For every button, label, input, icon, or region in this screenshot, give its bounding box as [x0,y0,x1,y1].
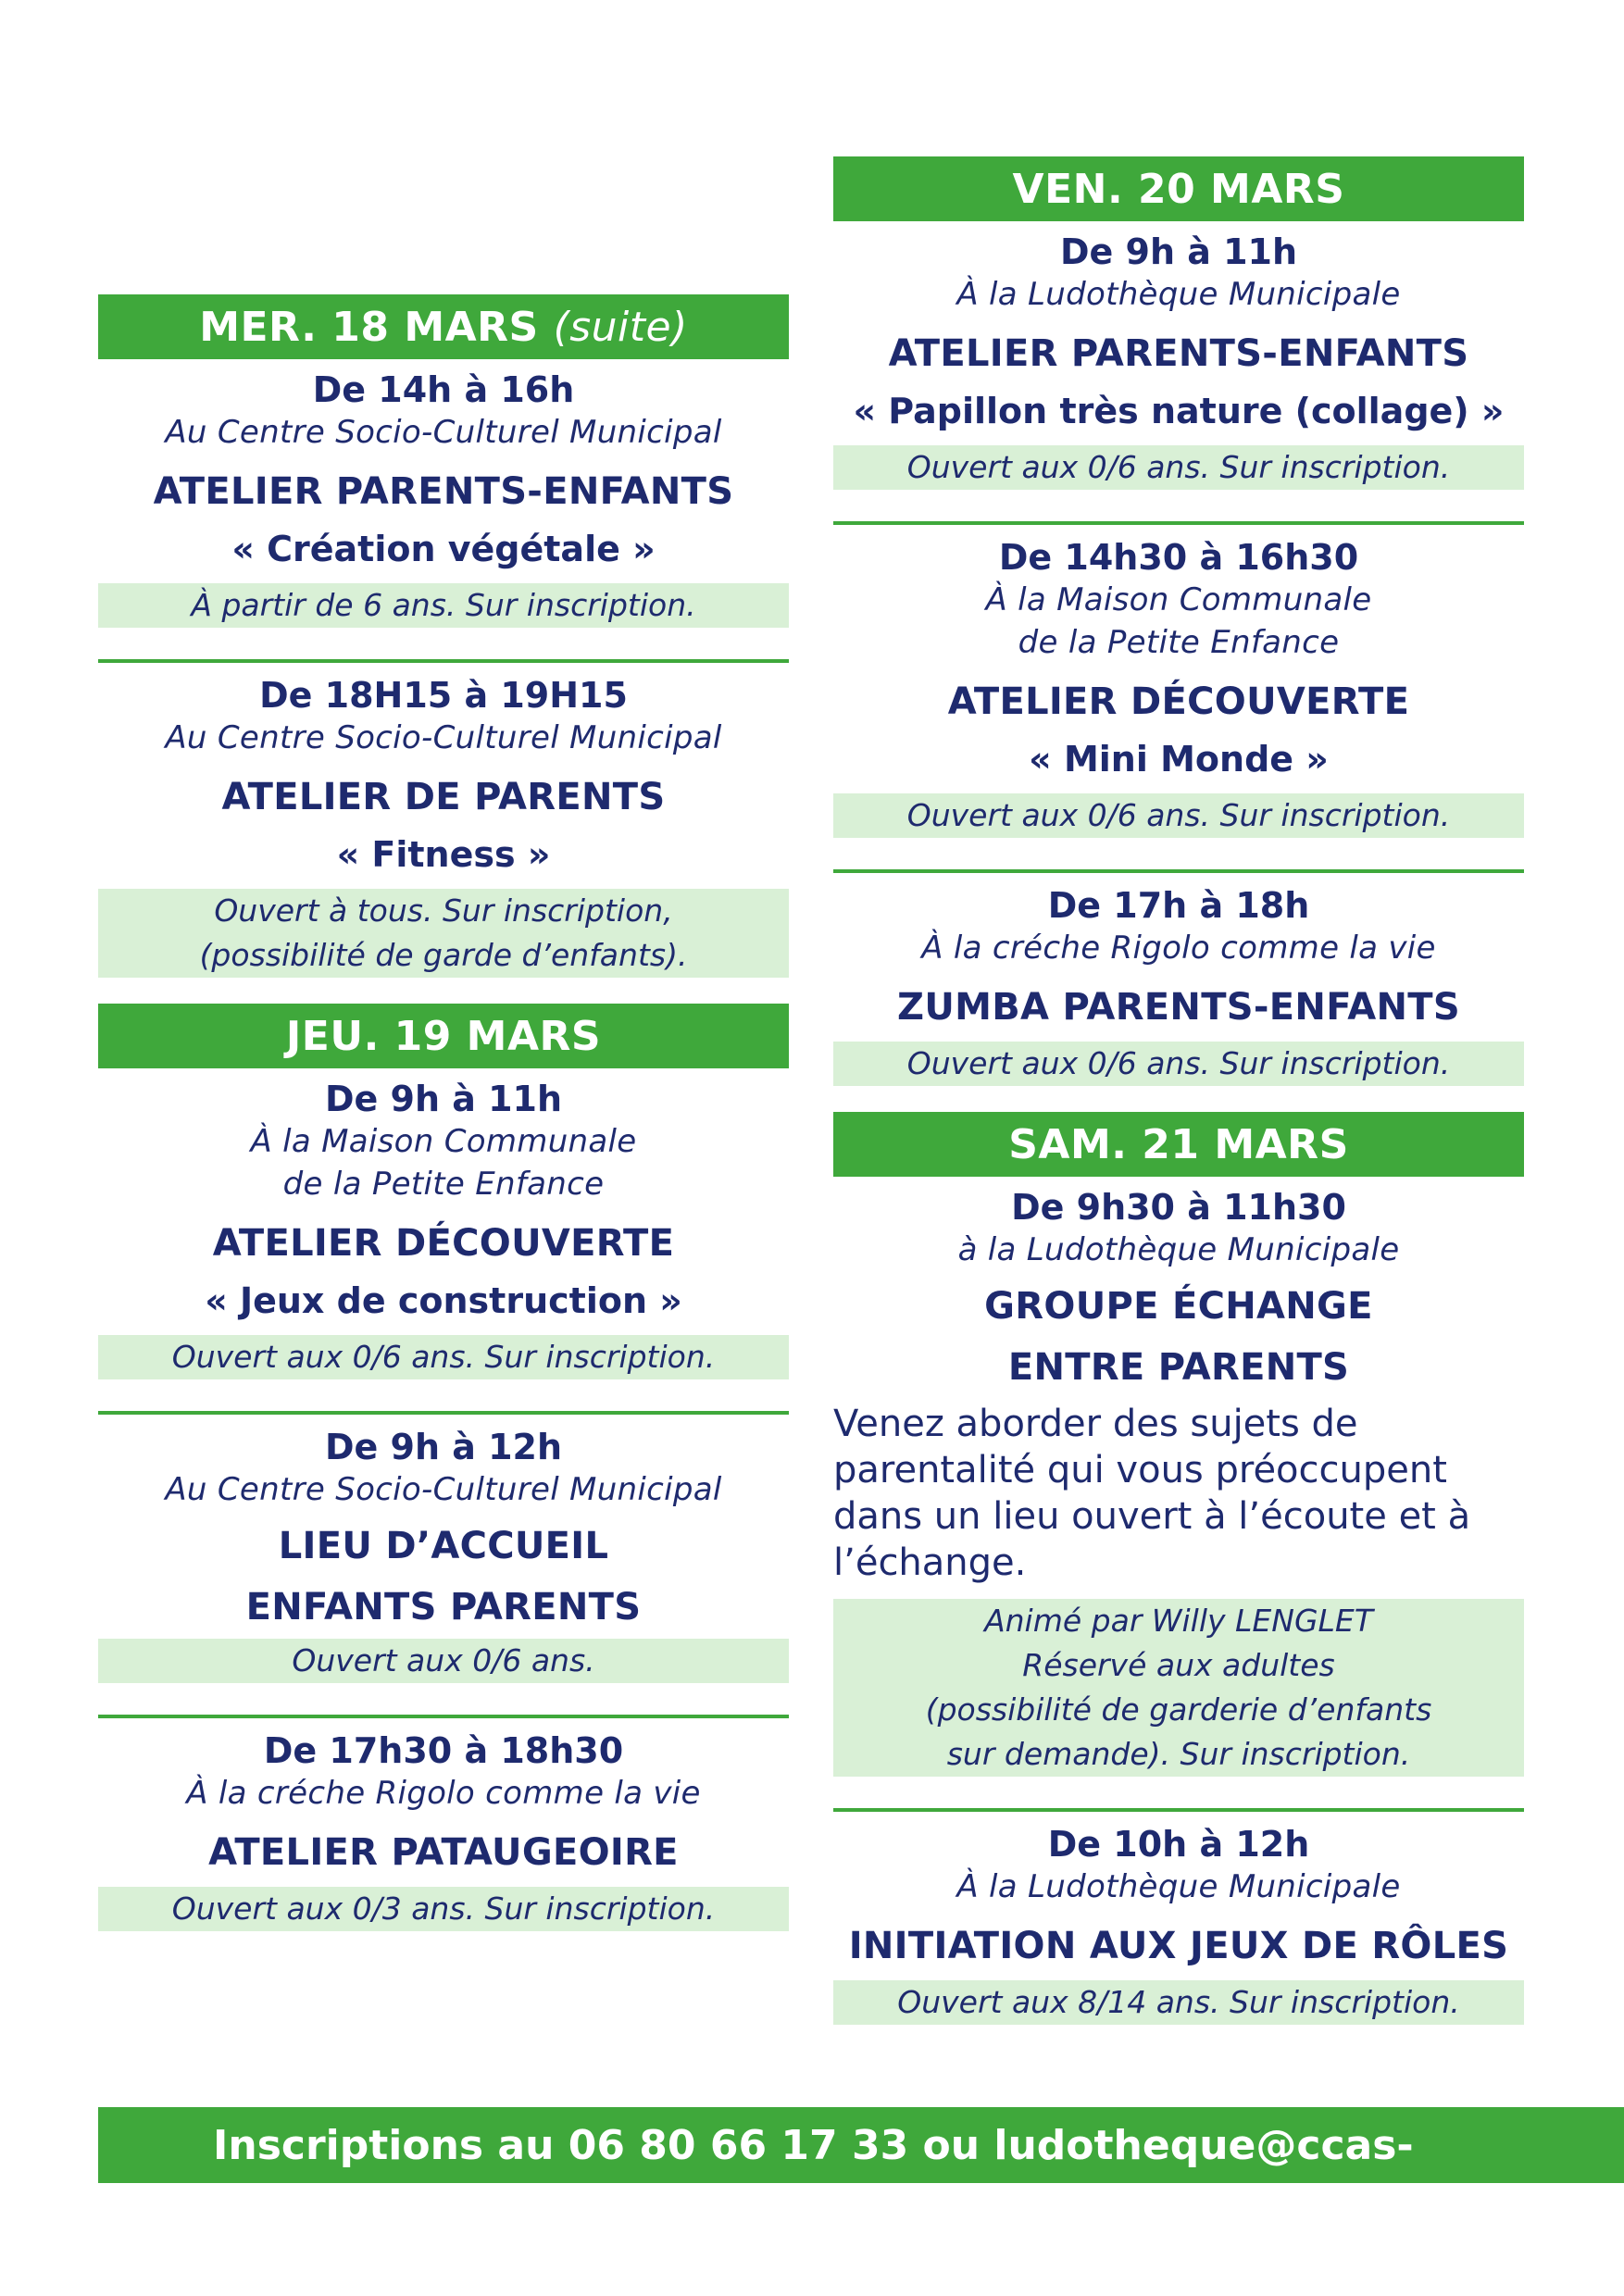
event-time: De 14h à 16h [312,369,575,410]
section-divider [833,869,1524,873]
event-place: Au Centre Socio-Culturel Municipal [165,1471,722,1508]
description-line: parentalité qui vous préoccupent [833,1449,1447,1491]
event-block [98,1729,789,1931]
event-place: À la Ludothèque Municipale [956,1868,1401,1905]
right-column [833,156,1524,2025]
event-time: De 10h à 12h [1047,1824,1310,1865]
event-title: ATELIER PARENTS-ENFANTS [153,470,734,513]
event-time: De 9h30 à 11h30 [1011,1187,1346,1228]
event-place: Au Centre Socio-Culturel Municipal [165,719,722,756]
note-line: Ouvert à tous. Sur inscription, [214,892,673,929]
event-block [98,1078,789,1379]
event-subtitle: « Jeux de construction » [205,1280,682,1321]
event-title: ENTRE PARENTS [1007,1346,1350,1389]
note-line: Ouvert aux 0/6 ans. [292,1642,595,1678]
event-place: de la Petite Enfance [1018,624,1340,661]
event-subtitle: « Création végétale » [231,529,656,569]
section-divider [98,1411,789,1415]
section-divider [833,521,1524,525]
note-line: Ouvert aux 0/6 ans. Sur inscription. [906,1045,1451,1081]
description-line: dans un lieu ouvert à l’écoute et à [833,1495,1471,1538]
event-place: À la créche Rigolo comme la vie [921,930,1436,967]
day-suite: (suite) [553,304,688,351]
note-line: Réservé aux adultes [1022,1647,1335,1683]
day-label: JEU. 19 MARS [285,1013,602,1060]
event-title: INITIATION AUX JEUX DE RÔLES [848,1925,1509,1967]
event-block [833,884,1524,1086]
day-header [98,1004,789,1068]
event-place: À la Ludothèque Municipale [956,276,1401,313]
event-title: ZUMBA PARENTS-ENFANTS [897,986,1460,1029]
day-label: VEN. 20 MARS [1012,166,1345,213]
event-time: De 18H15 à 19H15 [259,675,628,716]
event-note [833,1980,1524,2025]
day-header [833,1112,1524,1177]
event-subtitle: « Fitness » [336,834,551,875]
event-title: GROUPE ÉCHANGE [984,1285,1373,1328]
event-title: ATELIER DÉCOUVERTE [212,1222,675,1265]
event-block [833,1823,1524,2025]
event-time: De 17h30 à 18h30 [263,1730,624,1771]
event-subtitle: « Mini Monde » [1029,739,1329,780]
day-header [833,156,1524,221]
note-line: À partir de 6 ans. Sur inscription. [191,587,696,623]
event-place: à la Ludothèque Municipale [957,1231,1400,1268]
event-title: ENFANTS PARENTS [245,1586,642,1628]
event-description [833,1401,1524,1586]
event-note [98,1639,789,1683]
event-note [833,1599,1524,1777]
left-column [98,294,789,1931]
day-label: MER. 18 MARS [199,304,539,351]
section-divider [98,659,789,663]
event-time: De 9h à 11h [324,1079,563,1119]
event-note [833,793,1524,838]
event-note [833,445,1524,490]
event-place: À la créche Rigolo comme la vie [186,1775,701,1812]
event-note [98,583,789,628]
note-line: Ouvert aux 8/14 ans. Sur inscription. [897,1984,1460,2020]
footer-banner: Inscriptions au 06 80 66 17 33 ou ludotheque@ccas-somain.fr [98,2107,1624,2183]
event-note [98,1887,789,1931]
event-block [833,231,1524,490]
event-place: de la Petite Enfance [282,1166,605,1203]
event-subtitle: « Papillon très nature (collage) » [853,391,1505,431]
description-line: Venez aborder des sujets de [833,1403,1358,1445]
event-time: De 17h à 18h [1047,885,1310,926]
note-line: Ouvert aux 0/6 ans. Sur inscription. [906,449,1451,485]
day-label: SAM. 21 MARS [1008,1121,1349,1168]
note-line: sur demande). Sur inscription. [946,1736,1411,1772]
event-time: De 9h à 12h [324,1427,563,1467]
note-line: (possibilité de garderie d’enfants [925,1691,1432,1728]
event-block [833,1186,1524,1777]
event-block [98,368,789,628]
event-title: ATELIER DÉCOUVERTE [947,680,1410,723]
event-block [98,674,789,978]
note-line: Ouvert aux 0/6 ans. Sur inscription. [171,1339,716,1375]
event-note [98,889,789,978]
event-place: À la Maison Communale [985,581,1372,618]
event-place: Au Centre Socio-Culturel Municipal [165,414,722,451]
note-line: (possibilité de garde d’enfants). [199,937,688,973]
section-divider [98,1715,789,1718]
note-line: Animé par Willy LENGLET [984,1603,1373,1639]
description-line: l’échange. [833,1541,1027,1584]
event-title: ATELIER PATAUGEOIRE [208,1831,679,1874]
note-line: Ouvert aux 0/6 ans. Sur inscription. [906,797,1451,833]
event-title: LIEU D’ACCUEIL [278,1525,609,1567]
note-line: Ouvert aux 0/3 ans. Sur inscription. [171,1890,716,1927]
event-time: De 14h30 à 16h30 [998,537,1359,578]
event-title: ATELIER DE PARENTS [221,776,666,818]
event-block [98,1426,789,1683]
event-block [833,536,1524,838]
event-place: À la Maison Communale [250,1123,637,1160]
event-note [98,1335,789,1379]
event-time: De 9h à 11h [1059,231,1298,272]
event-title: ATELIER PARENTS-ENFANTS [888,332,1469,375]
day-header [98,294,789,359]
event-note [833,1042,1524,1086]
section-divider [833,1808,1524,1812]
